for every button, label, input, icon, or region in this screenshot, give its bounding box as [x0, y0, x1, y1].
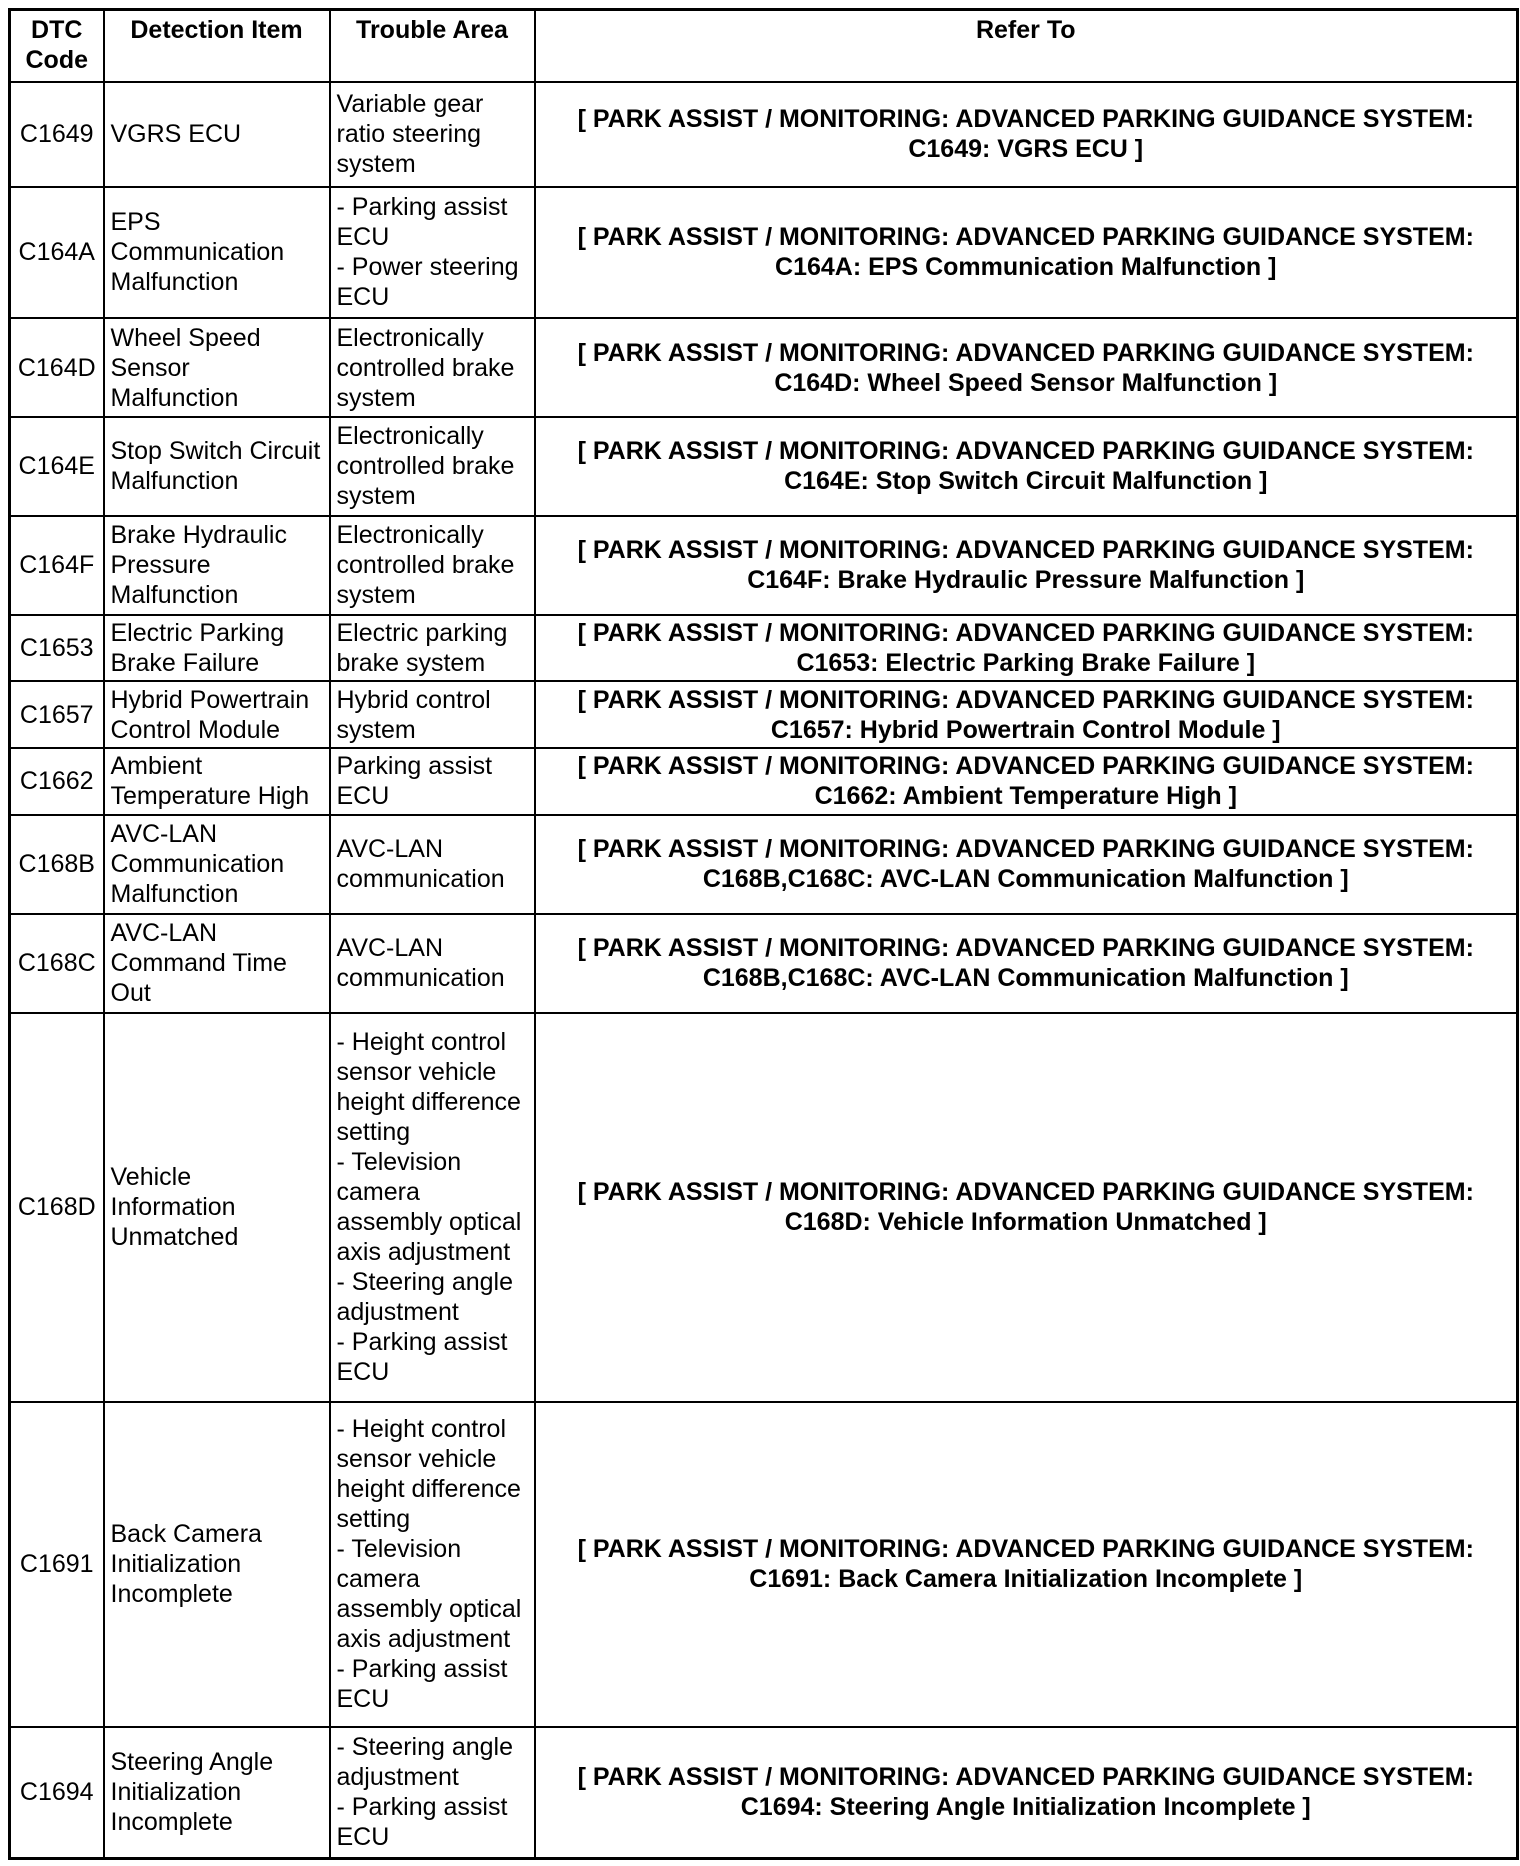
table-row: [10, 681, 1518, 748]
refer-to-link-line1[interactable]: [ PARK ASSIST / MONITORING: ADVANCED PARKING GUIDANCE SYSTEM:: [577, 835, 1474, 864]
trouble-area-line: - Steering angle adjustment: [336, 1733, 514, 1792]
trouble-area-line: - Power steering ECU: [336, 253, 519, 312]
trouble-area-cell: [330, 748, 535, 815]
trouble-area-line: - Parking assist ECU: [336, 1655, 508, 1714]
dtc-code-cell: C1649: [10, 82, 104, 187]
trouble-area-line: Parking assist ECU: [336, 752, 493, 811]
refer-to-link-line2[interactable]: C168B,C168C: AVC-LAN Communication Malfunction ]: [702, 865, 1349, 894]
table-row: [10, 615, 1518, 682]
refer-to-link-line2[interactable]: C164E: Stop Switch Circuit Malfunction ]: [784, 467, 1268, 496]
refer-to-link-line2[interactable]: C1694: Steering Angle Initialization Incomplete ]: [740, 1793, 1311, 1822]
detection-item-cell: EPS Communication Malfunction: [104, 187, 330, 318]
header-dtc-code: DTC Code: [10, 10, 104, 82]
table-body: [10, 82, 1518, 1859]
trouble-area-cell: [330, 615, 535, 682]
dtc-code-cell: C1653: [10, 615, 104, 682]
refer-to-cell: [535, 187, 1518, 318]
refer-to-link-line1[interactable]: [ PARK ASSIST / MONITORING: ADVANCED PARKING GUIDANCE SYSTEM:: [577, 1178, 1474, 1207]
table-row: [10, 1727, 1518, 1859]
refer-to-cell: [535, 417, 1518, 516]
detection-item-cell: Ambient Temperature High: [104, 748, 330, 815]
trouble-area-line: Electronically controlled brake system: [336, 422, 515, 511]
trouble-area-line: Electronically controlled brake system: [336, 521, 515, 610]
table-row: [10, 815, 1518, 914]
trouble-area-cell: [330, 914, 535, 1013]
trouble-area-cell: [330, 1402, 535, 1727]
refer-to-link-line2[interactable]: C1662: Ambient Temperature High ]: [814, 782, 1237, 811]
trouble-area-line: AVC-LAN communication: [336, 934, 505, 993]
table-row: [10, 417, 1518, 516]
refer-to-link-line1[interactable]: [ PARK ASSIST / MONITORING: ADVANCED PARKING GUIDANCE SYSTEM:: [577, 685, 1474, 714]
header-row: [10, 10, 1518, 82]
trouble-area-line: Electric parking brake system: [336, 619, 508, 678]
trouble-area-line: - Television camera assembly optical axis adjustment: [336, 1535, 522, 1654]
dtc-code-cell: C164E: [10, 417, 104, 516]
refer-to-cell: [535, 748, 1518, 815]
trouble-area-cell: [330, 187, 535, 318]
trouble-area-line: - Parking assist ECU: [336, 1793, 508, 1852]
detection-item-cell: Brake Hydraulic Pressure Malfunction: [104, 516, 330, 615]
refer-to-link-line1[interactable]: [ PARK ASSIST / MONITORING: ADVANCED PARKING GUIDANCE SYSTEM:: [577, 105, 1474, 134]
refer-to-link-line2[interactable]: C1653: Electric Parking Brake Failure ]: [796, 649, 1256, 678]
dtc-code-cell: C164F: [10, 516, 104, 615]
refer-to-link-line2[interactable]: C1657: Hybrid Powertrain Control Module ]: [770, 715, 1281, 744]
refer-to-link-line2[interactable]: C1691: Back Camera Initialization Incomplete ]: [749, 1565, 1303, 1594]
trouble-area-cell: [330, 318, 535, 417]
refer-to-link-line1[interactable]: [ PARK ASSIST / MONITORING: ADVANCED PARKING GUIDANCE SYSTEM:: [577, 536, 1474, 565]
trouble-area-cell: [330, 1727, 535, 1859]
refer-to-link-line1[interactable]: [ PARK ASSIST / MONITORING: ADVANCED PARKING GUIDANCE SYSTEM:: [577, 437, 1474, 466]
table-row: [10, 1013, 1518, 1402]
refer-to-link-line2[interactable]: C164D: Wheel Speed Sensor Malfunction ]: [774, 368, 1278, 397]
detection-item-cell: Stop Switch Circuit Malfunction: [104, 417, 330, 516]
dtc-code-cell: C164D: [10, 318, 104, 417]
dtc-code-cell: C1694: [10, 1727, 104, 1859]
trouble-area-cell: [330, 815, 535, 914]
refer-to-link-line1[interactable]: [ PARK ASSIST / MONITORING: ADVANCED PARKING GUIDANCE SYSTEM:: [577, 752, 1474, 781]
trouble-area-line: - Height control sensor vehicle height difference setting: [336, 1028, 521, 1147]
refer-to-cell: [535, 318, 1518, 417]
trouble-area-cell: [330, 516, 535, 615]
refer-to-link-line1[interactable]: [ PARK ASSIST / MONITORING: ADVANCED PARKING GUIDANCE SYSTEM:: [577, 619, 1474, 648]
table-row: [10, 1402, 1518, 1727]
dtc-code-cell: C168C: [10, 914, 104, 1013]
trouble-area-cell: [330, 82, 535, 187]
table-row: [10, 187, 1518, 318]
refer-to-link-line1[interactable]: [ PARK ASSIST / MONITORING: ADVANCED PARKING GUIDANCE SYSTEM:: [577, 1763, 1474, 1792]
refer-to-cell: [535, 82, 1518, 187]
refer-to-cell: [535, 1727, 1518, 1859]
table-row: [10, 748, 1518, 815]
refer-to-cell: [535, 516, 1518, 615]
refer-to-cell: [535, 615, 1518, 682]
header-trouble-area: Trouble Area: [330, 10, 535, 82]
header-detection-item: Detection Item: [104, 10, 330, 82]
detection-item-cell: Steering Angle Initialization Incomplete: [104, 1727, 330, 1859]
refer-to-link-line2[interactable]: C168B,C168C: AVC-LAN Communication Malfunction ]: [702, 964, 1349, 993]
trouble-area-line: - Steering angle adjustment: [336, 1268, 514, 1327]
table-row: [10, 82, 1518, 187]
refer-to-cell: [535, 815, 1518, 914]
trouble-area-line: Hybrid control system: [336, 685, 491, 744]
trouble-area-line: - Parking assist ECU: [336, 1328, 508, 1387]
dtc-code-cell: C164A: [10, 187, 104, 318]
table-row: [10, 318, 1518, 417]
refer-to-link-line2[interactable]: C168D: Vehicle Information Unmatched ]: [784, 1208, 1267, 1237]
refer-to-link-line2[interactable]: C164F: Brake Hydraulic Pressure Malfunction ]: [747, 566, 1305, 595]
detection-item-cell: Back Camera Initialization Incomplete: [104, 1402, 330, 1727]
refer-to-link-line1[interactable]: [ PARK ASSIST / MONITORING: ADVANCED PARKING GUIDANCE SYSTEM:: [577, 934, 1474, 963]
detection-item-cell: VGRS ECU: [104, 82, 330, 187]
dtc-code-cell: C1657: [10, 681, 104, 748]
refer-to-link-line2[interactable]: C164A: EPS Communication Malfunction ]: [775, 253, 1277, 282]
refer-to-cell: [535, 1013, 1518, 1402]
detection-item-cell: AVC-LAN Communication Malfunction: [104, 815, 330, 914]
trouble-area-line: AVC-LAN communication: [336, 835, 505, 894]
refer-to-link-line1[interactable]: [ PARK ASSIST / MONITORING: ADVANCED PARKING GUIDANCE SYSTEM:: [577, 223, 1474, 252]
detection-item-cell: Electric Parking Brake Failure: [104, 615, 330, 682]
dtc-code-cell: C1691: [10, 1402, 104, 1727]
refer-to-link-line2[interactable]: C1649: VGRS ECU ]: [908, 135, 1144, 164]
refer-to-link-line1[interactable]: [ PARK ASSIST / MONITORING: ADVANCED PARKING GUIDANCE SYSTEM:: [577, 1535, 1474, 1564]
refer-to-link-line1[interactable]: [ PARK ASSIST / MONITORING: ADVANCED PARKING GUIDANCE SYSTEM:: [577, 338, 1474, 367]
dtc-code-cell: C1662: [10, 748, 104, 815]
trouble-area-cell: [330, 417, 535, 516]
refer-to-cell: [535, 681, 1518, 748]
dtc-table: [8, 8, 1519, 1860]
trouble-area-line: Variable gear ratio steering system: [336, 90, 484, 179]
detection-item-cell: Vehicle Information Unmatched: [104, 1013, 330, 1402]
dtc-code-cell: C168D: [10, 1013, 104, 1402]
trouble-area-cell: [330, 681, 535, 748]
detection-item-cell: AVC-LAN Command Time Out: [104, 914, 330, 1013]
dtc-code-cell: C168B: [10, 815, 104, 914]
detection-item-cell: Hybrid Powertrain Control Module: [104, 681, 330, 748]
refer-to-cell: [535, 1402, 1518, 1727]
header-refer-to: Refer To: [535, 10, 1518, 82]
trouble-area-line: Electronically controlled brake system: [336, 323, 515, 412]
trouble-area-line: - Height control sensor vehicle height difference setting: [336, 1415, 521, 1534]
refer-to-cell: [535, 914, 1518, 1013]
detection-item-cell: Wheel Speed Sensor Malfunction: [104, 318, 330, 417]
trouble-area-cell: [330, 1013, 535, 1402]
table-row: [10, 914, 1518, 1013]
trouble-area-line: - Parking assist ECU: [336, 193, 508, 252]
trouble-area-line: - Television camera assembly optical axis adjustment: [336, 1148, 522, 1267]
table-row: [10, 516, 1518, 615]
